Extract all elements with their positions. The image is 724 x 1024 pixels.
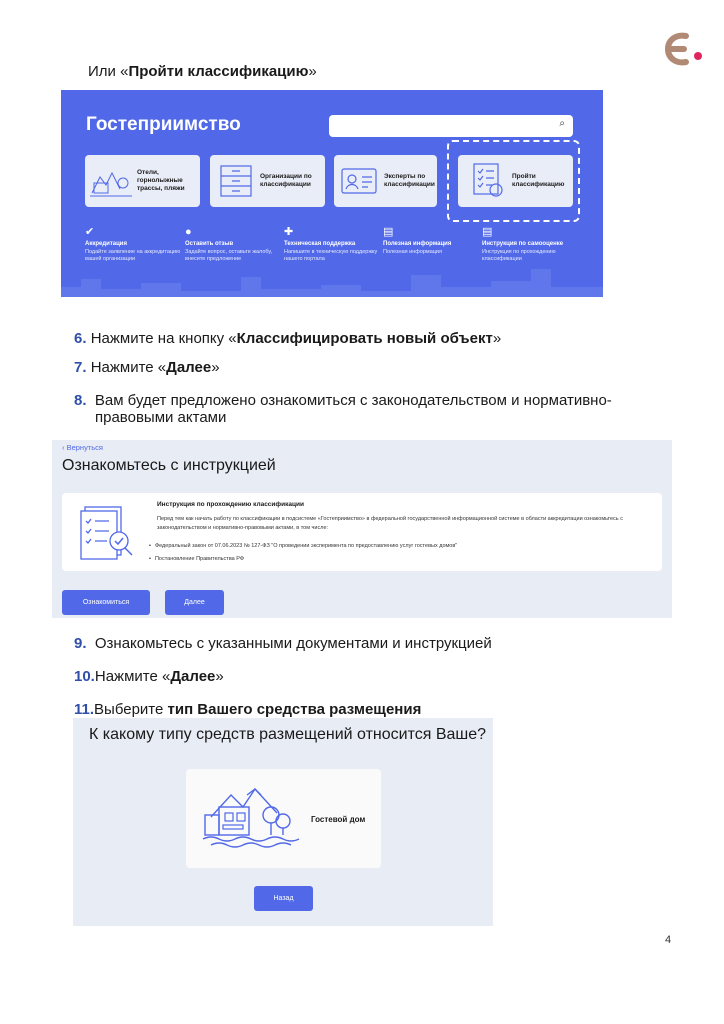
panel-text: Перед тем как начать работу по классификации в подсистеме «Гостеприимство» в федеральной государственной информационной системе в области аккредитации ознакомьтесь с законодательством и нормативно-правовыми актами, в том числе: xyxy=(157,516,623,531)
law-item: • Федеральный закон от 07.06.2023 № 127-ФЗ "О проведении эксперимента по предоставлению услуг гостевых домов" xyxy=(149,543,457,549)
step-10: 10.Нажмите «Далее» xyxy=(74,668,224,685)
service-useful-info[interactable]: ▤ Полезная информация Полезная информация xyxy=(383,226,479,256)
card-hotels[interactable] xyxy=(85,155,200,207)
card-label: Пройти классификацию xyxy=(512,173,565,188)
document-icon: ▤ xyxy=(383,226,394,238)
step-6: 6. Нажмите на кнопку «Классифицировать новый объект» xyxy=(74,330,502,347)
city-skyline-decoration xyxy=(61,257,603,297)
card-label: Эксперты по классификации xyxy=(384,173,435,188)
instruction-heading: Ознакомьтесь с инструкцией xyxy=(62,457,276,474)
intro-line: Или «Пройти классификацию» xyxy=(88,63,317,80)
option-guest-house[interactable] xyxy=(186,769,381,868)
read-button[interactable]: Ознакомиться xyxy=(62,590,150,615)
checklist-icon xyxy=(77,501,139,563)
back-button[interactable]: Назад xyxy=(254,886,313,911)
law-item: • Постановление Правительства РФ xyxy=(149,556,244,562)
brand-logo xyxy=(660,28,704,72)
search-input[interactable] xyxy=(329,115,573,137)
id-card-icon xyxy=(340,165,380,197)
type-question: К какому типу средств размещений относится Ваше? xyxy=(89,726,487,743)
check-circle-icon: ✔ xyxy=(85,226,95,238)
portal-screenshot xyxy=(61,90,603,297)
card-label: Организации по классификации xyxy=(260,173,312,188)
step-9: 9. Ознакомьтесь с указанными документами и инструкцией xyxy=(74,635,492,652)
service-support[interactable]: ✚ Техническая поддержка Напишите в техническую поддержку нашего портала xyxy=(284,226,380,263)
next-button[interactable]: Далее xyxy=(165,590,224,615)
page-number: 4 xyxy=(665,934,672,946)
card-organizations[interactable] xyxy=(210,155,325,207)
step-11: 11.Выберите тип Вашего средства размещения xyxy=(74,701,422,718)
guest-house-icon xyxy=(201,781,301,849)
step-7: 7. Нажмите «Далее» xyxy=(74,359,220,376)
step-8-continuation: правовыми актами xyxy=(95,409,227,426)
option-label: Гостевой дом xyxy=(311,815,366,824)
instruction-panel xyxy=(62,493,662,571)
panel-title: Инструкция по прохождению классификации xyxy=(157,501,304,508)
service-self-assessment[interactable]: ▤ Инструкция по самооценке Инструкция по прохождению классификации xyxy=(482,226,578,263)
hotel-illustration-icon xyxy=(90,163,132,199)
card-label: Отели, горнолыжные трассы, пляжи xyxy=(137,169,185,192)
portal-title: Гостеприимство xyxy=(86,114,241,135)
document-icon: ▤ xyxy=(482,226,493,238)
highlight-frame xyxy=(447,140,580,222)
step-8: 8. Вам будет предложено ознакомиться с законодательством и нормативно- xyxy=(74,392,612,409)
type-select-screenshot xyxy=(73,718,493,926)
service-accreditation[interactable]: ✔ Аккредитация Подайте заявление на аккредитацию вашей организации xyxy=(85,226,181,262)
search-icon: ⌕ xyxy=(559,118,565,129)
instruction-screenshot xyxy=(52,440,672,618)
service-feedback[interactable]: ● Оставить отзыв Задайте вопрос, оставьте жалобу, внесите предложение xyxy=(185,226,281,263)
chat-icon: ● xyxy=(185,226,192,238)
card-experts[interactable] xyxy=(334,155,437,207)
cabinet-icon xyxy=(218,163,254,199)
back-link[interactable]: ‹ Вернуться xyxy=(62,443,103,452)
support-icon: ✚ xyxy=(284,226,294,238)
